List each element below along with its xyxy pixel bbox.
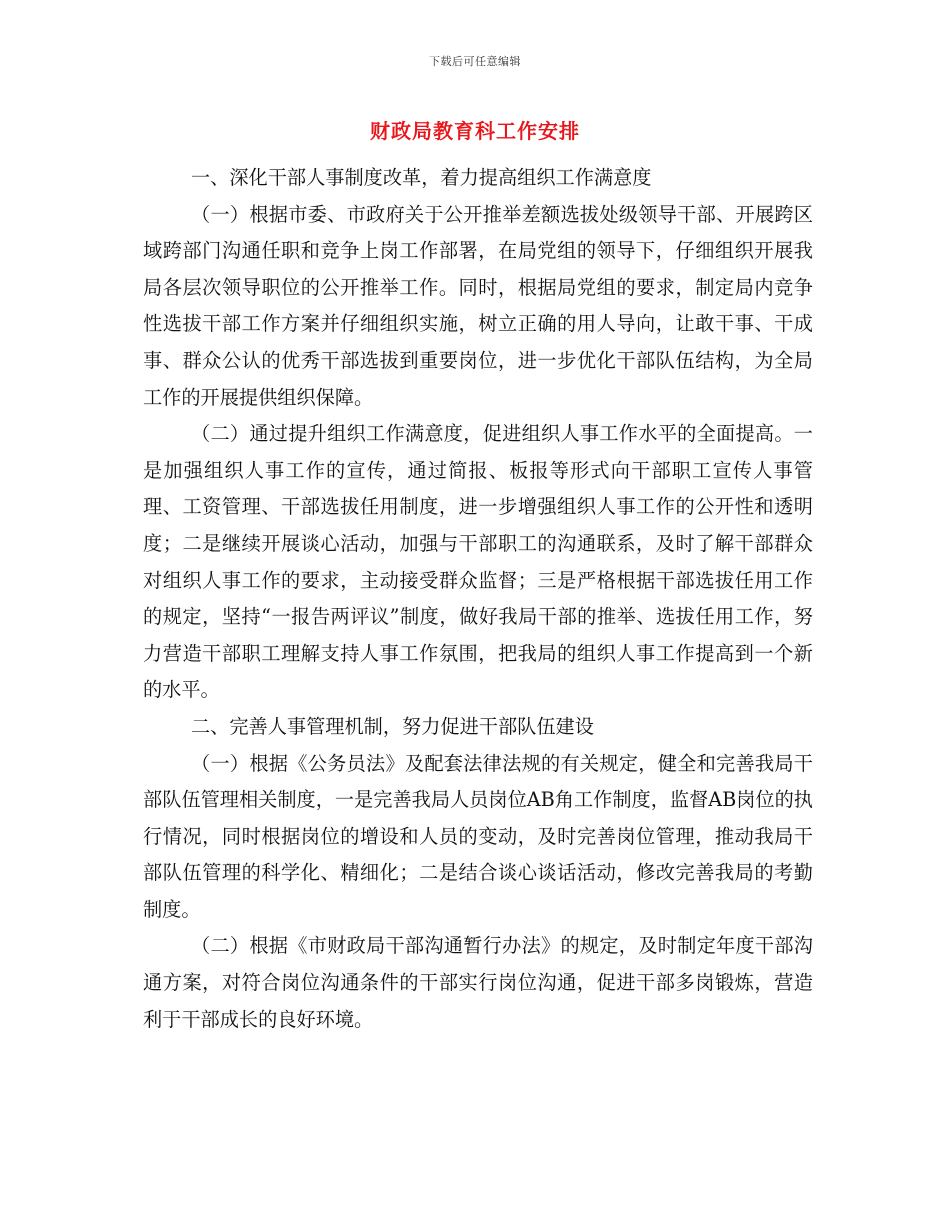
document-body [143, 160, 813, 1038]
paragraph-1-2: （二）通过提升组织工作满意度，促进组织人事工作水平的全面提高。一是加强组织人事工作的宣传，通过简报、板报等形式向干部职工宣传人事管理、工资管理、干部选拔任用制度，进一步增强组织人事工作的公开性和透明度；二是继续开展谈心活动，加强与干部职工的沟通联系，及时了解干部群众对组织人事工作的要求，主动接受群众监督；三是严格根据干部选拔任用工作的规定，坚持“一报告两评议”制度，做好我局干部的推举、选拔任用工作，努力营造干部职工理解支持人事工作氛围，把我局的组织人事工作提高到一个新的水平。 [143, 422, 813, 702]
header-note: 下载后可任意编辑 [429, 55, 521, 68]
paragraph-1-1: （一）根据市委、市政府关于公开推举差额选拔处级领导干部、开展跨区域跨部门沟通任职和竞争上岗工作部署，在局党组的领导下，仔细组织开展我局各层次领导职位的公开推举工作。同时，根据局党组的要求，制定局内竞争性选拔干部工作方案并仔细组织实施，树立正确的用人导向，让敢干事、干成事、群众公认的优秀干部选拔到重要岗位，进一步优化干部队伍结构，为全局工作的开展提供组织保障。 [143, 202, 813, 409]
paragraph-2-1: （一）根据《公务员法》及配套法律法规的有关规定，健全和完善我局干部队伍管理相关制度，一是完善我局人员岗位AB角工作制度，监督AB岗位的执行情况，同时根据岗位的增设和人员的变动，及时完善岗位管理，推动我局干部队伍管理的科学化、精细化；二是结合谈心谈话活动，修改完善我局的考勤制度。 [143, 751, 813, 921]
document-title: 财政局教育科工作安排 [370, 119, 580, 143]
section-heading-2: 二、完善人事管理机制，努力促进干部队伍建设 [191, 714, 594, 738]
section-heading-1: 一、深化干部人事制度改革，着力提高组织工作满意度 [191, 166, 652, 189]
paragraph-2-2: （二）根据《市财政局干部沟通暂行办法》的规定，及时制定年度干部沟通方案，对符合岗位沟通条件的干部实行岗位沟通，促进干部多岗锻炼，营造利于干部成长的良好环境。 [143, 934, 813, 1031]
